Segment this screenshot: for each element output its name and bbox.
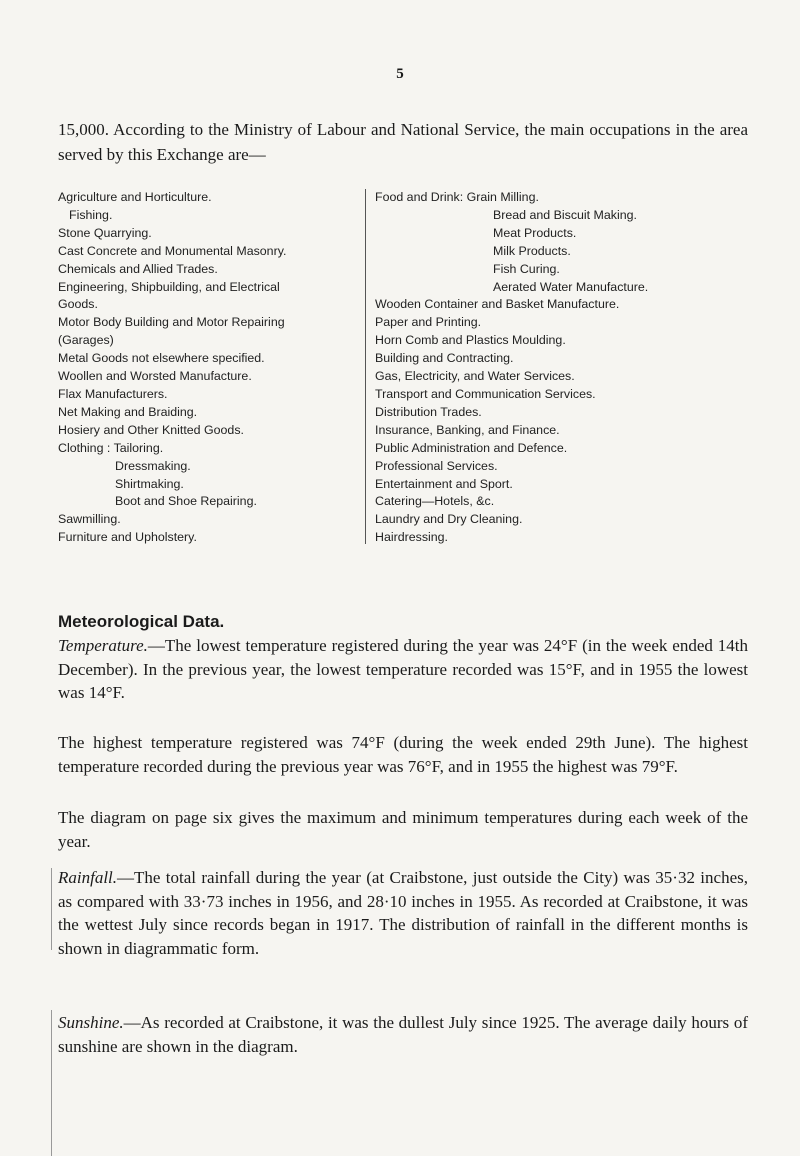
sunshine-label: Sunshine. bbox=[58, 1013, 124, 1032]
occupation-item: Food and Drink: Grain Milling. bbox=[375, 190, 539, 204]
occupation-subitem: Meat Products. bbox=[493, 225, 577, 240]
rainfall-text: —The total rainfall during the year (at Craibstone, just outside the City) was 35·32 inches, as compared with 33·73 inches in 1956, and 28·10 inches in 1955. As recorded at Craibstone, it was the wettest July since records began in 1917. The distribution of rainfall in the different months is shown in diagrammatic form. bbox=[58, 868, 748, 958]
scan-artifact-line bbox=[51, 1010, 52, 1156]
page-number: 5 bbox=[396, 66, 404, 82]
rainfall-paragraph bbox=[58, 866, 748, 960]
sunshine-paragraph bbox=[58, 1011, 748, 1058]
occupation-item: Clothing : Tailoring. bbox=[58, 440, 164, 455]
occupation-item: Sawmilling. bbox=[58, 512, 121, 527]
occupations-left-column bbox=[58, 189, 358, 547]
occupation-item-continued: Goods. bbox=[58, 297, 98, 312]
occupation-item: Chemicals and Allied Trades. bbox=[58, 261, 218, 276]
occupation-item: Net Making and Braiding. bbox=[58, 404, 198, 419]
occupation-item: Hairdressing. bbox=[375, 530, 448, 545]
occupation-item: Insurance, Banking, and Finance. bbox=[375, 422, 560, 437]
occupation-item: Agriculture and Horticulture. bbox=[58, 190, 212, 204]
occupation-subitem: Bread and Biscuit Making. bbox=[493, 207, 637, 222]
scan-artifact-line bbox=[51, 868, 52, 950]
occupation-subitem: Dressmaking. bbox=[115, 458, 191, 473]
column-divider bbox=[365, 189, 366, 544]
section-heading-meteorological: Meteorological Data. bbox=[58, 612, 225, 631]
occupation-subitem: Milk Products. bbox=[493, 243, 571, 258]
occupation-item: Stone Quarrying. bbox=[58, 225, 152, 240]
occupation-item: Entertainment and Sport. bbox=[375, 476, 513, 491]
occupation-item: Cast Concrete and Monumental Masonry. bbox=[58, 243, 287, 258]
occupation-item: Professional Services. bbox=[375, 458, 498, 473]
rainfall-label: Rainfall. bbox=[58, 868, 118, 887]
occupation-item: Wooden Container and Basket Manufacture. bbox=[375, 297, 620, 312]
occupation-subitem: Boot and Shoe Repairing. bbox=[115, 494, 257, 509]
intro-paragraph: 15,000. According to the Ministry of Labour and National Service, the main occupations in the area served by this Exchange are— bbox=[58, 120, 748, 164]
occupation-subitem: Shirtmaking. bbox=[115, 476, 184, 491]
occupation-item: Catering—Hotels, &c. bbox=[375, 494, 495, 509]
occupation-subitem: Aerated Water Manufacture. bbox=[493, 279, 649, 294]
occupation-item: Building and Contracting. bbox=[375, 351, 514, 366]
occupation-subitem: Fish Curing. bbox=[493, 261, 560, 276]
occupation-item: Flax Manufacturers. bbox=[58, 386, 168, 401]
occupation-item: Transport and Communication Services. bbox=[375, 386, 596, 401]
occupation-item: Fishing. bbox=[69, 207, 113, 222]
temperature-text: —The lowest temperature registered during the year was 24°F (in the week ended 14th December). In the previous year, the lowest temperature recorded was 15°F, and in 1955 the lowest was 14°F. bbox=[58, 636, 748, 702]
temperature-paragraph bbox=[58, 634, 748, 705]
occupations-right-column bbox=[375, 189, 735, 547]
occupation-item: Engineering, Shipbuilding, and Electrical bbox=[58, 279, 280, 294]
occupation-item: Horn Comb and Plastics Moulding. bbox=[375, 333, 566, 348]
occupation-item: Laundry and Dry Cleaning. bbox=[375, 512, 523, 527]
occupation-item: Furniture and Upholstery. bbox=[58, 530, 197, 545]
occupation-item: Motor Body Building and Motor Repairing bbox=[58, 315, 285, 330]
occupation-item: Gas, Electricity, and Water Services. bbox=[375, 369, 575, 384]
occupation-item-continued: (Garages) bbox=[58, 333, 114, 348]
diagram-reference-paragraph: The diagram on page six gives the maximum and minimum temperatures during each week of the year. bbox=[58, 808, 748, 851]
temperature-label: Temperature. bbox=[58, 636, 148, 655]
highest-temperature-paragraph: The highest temperature registered was 74°F (during the week ended 29th June). The highest temperature recorded during the previous year was 76°F, and in 1955 the highest was 79°F. bbox=[58, 733, 748, 776]
occupation-item: Distribution Trades. bbox=[375, 404, 482, 419]
occupation-item: Paper and Printing. bbox=[375, 315, 482, 330]
occupation-item: Public Administration and Defence. bbox=[375, 440, 568, 455]
occupation-item: Metal Goods not elsewhere specified. bbox=[58, 351, 265, 366]
occupation-item: Woollen and Worsted Manufacture. bbox=[58, 369, 252, 384]
sunshine-text: —As recorded at Craibstone, it was the dullest July since 1925. The average daily hours of sunshine are shown in the diagram. bbox=[58, 1013, 748, 1056]
occupation-item: Hosiery and Other Knitted Goods. bbox=[58, 422, 244, 437]
